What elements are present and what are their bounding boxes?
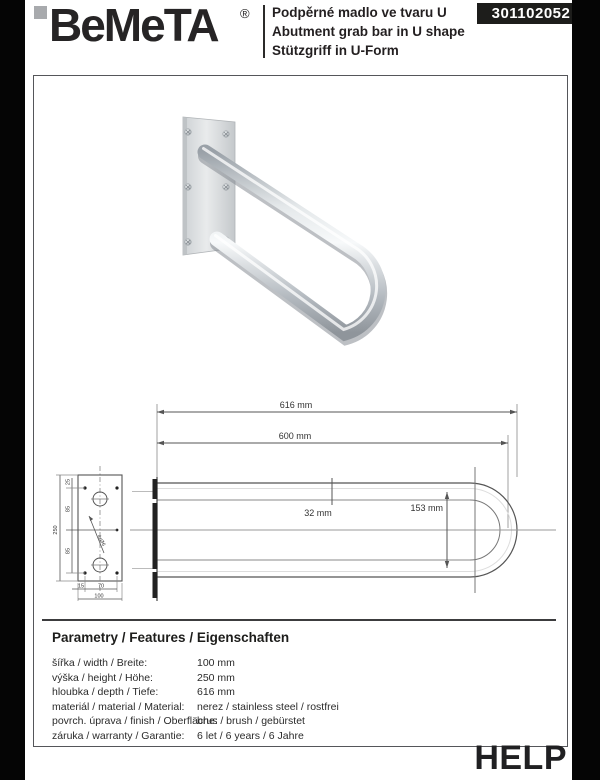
plate-dim-width-total: 100 xyxy=(94,593,104,600)
product-title-czech: Podpěrné madlo ve tvaru U xyxy=(272,5,447,20)
plate-dim-segment-upper: 85 xyxy=(65,505,72,513)
plate-dim-height-total: 250 xyxy=(53,525,59,535)
plate-dim-segment-lower: 85 xyxy=(65,547,72,555)
product-title-english: Abutment grab bar in U shape xyxy=(272,24,465,39)
registered-trademark-icon: ® xyxy=(240,6,250,21)
plate-dim-edge-side: 15 xyxy=(77,583,85,590)
section-separator xyxy=(42,619,556,621)
table-row xyxy=(52,685,532,700)
right-black-strip xyxy=(572,0,600,780)
param-label-material: materiál / material / Material: xyxy=(52,700,185,713)
param-label-depth: hloubka / depth / Tiefe: xyxy=(52,686,159,698)
dim-overall-depth-label: 616 mm xyxy=(279,400,313,410)
product-title-german: Stützgriff in U-Form xyxy=(272,43,399,58)
param-value-height: 250 mm xyxy=(197,671,235,684)
parameters-heading: Parametry / Features / Eigenschaften xyxy=(52,630,290,645)
product-code-badge: 301102052 xyxy=(477,3,585,24)
dim-tube-length-label: 600 mm xyxy=(278,431,312,441)
logo-square-icon xyxy=(34,6,47,19)
technical-drawing xyxy=(25,385,572,625)
header-divider xyxy=(263,5,265,58)
plate-dim-edge-top: 25 xyxy=(65,478,72,486)
param-label-warranty: záruka / warranty / Garantie: xyxy=(52,729,185,742)
plate-holes-note: 4xØ6 xyxy=(95,533,107,548)
param-label-height: výška / height / Höhe: xyxy=(52,671,153,684)
product-title-block xyxy=(272,3,472,60)
param-value-finish: brus / brush / gebürstet xyxy=(197,715,305,727)
param-value-material: nerez / stainless steel / rostfrei xyxy=(197,700,339,713)
param-value-width: 100 mm xyxy=(197,657,235,669)
param-value-depth: 616 mm xyxy=(197,686,235,698)
plate-dim-hole-spacing: 70 xyxy=(97,583,105,590)
table-row xyxy=(52,714,532,729)
brand-logo: BeMeTA xyxy=(49,0,218,51)
side-view xyxy=(130,400,556,601)
help-logo: HELP xyxy=(474,739,567,777)
dim-tube-diameter-label: 32 mm xyxy=(304,508,332,518)
left-black-strip xyxy=(0,0,25,780)
param-value-warranty: 6 let / 6 years / 6 Jahre xyxy=(197,729,304,742)
table-row xyxy=(52,656,532,671)
param-label-finish: povrch. úprava / finish / Oberfläche: xyxy=(52,715,218,727)
u-shaped-grab-bar xyxy=(204,149,380,338)
table-row xyxy=(52,700,532,715)
param-label-width: šířka / width / Breite: xyxy=(52,657,148,669)
plate-front-view xyxy=(53,466,122,601)
product-photo xyxy=(135,90,445,380)
parameters-section xyxy=(52,630,532,743)
table-row xyxy=(52,671,532,686)
dim-arm-spacing-label: 153 mm xyxy=(410,503,443,513)
